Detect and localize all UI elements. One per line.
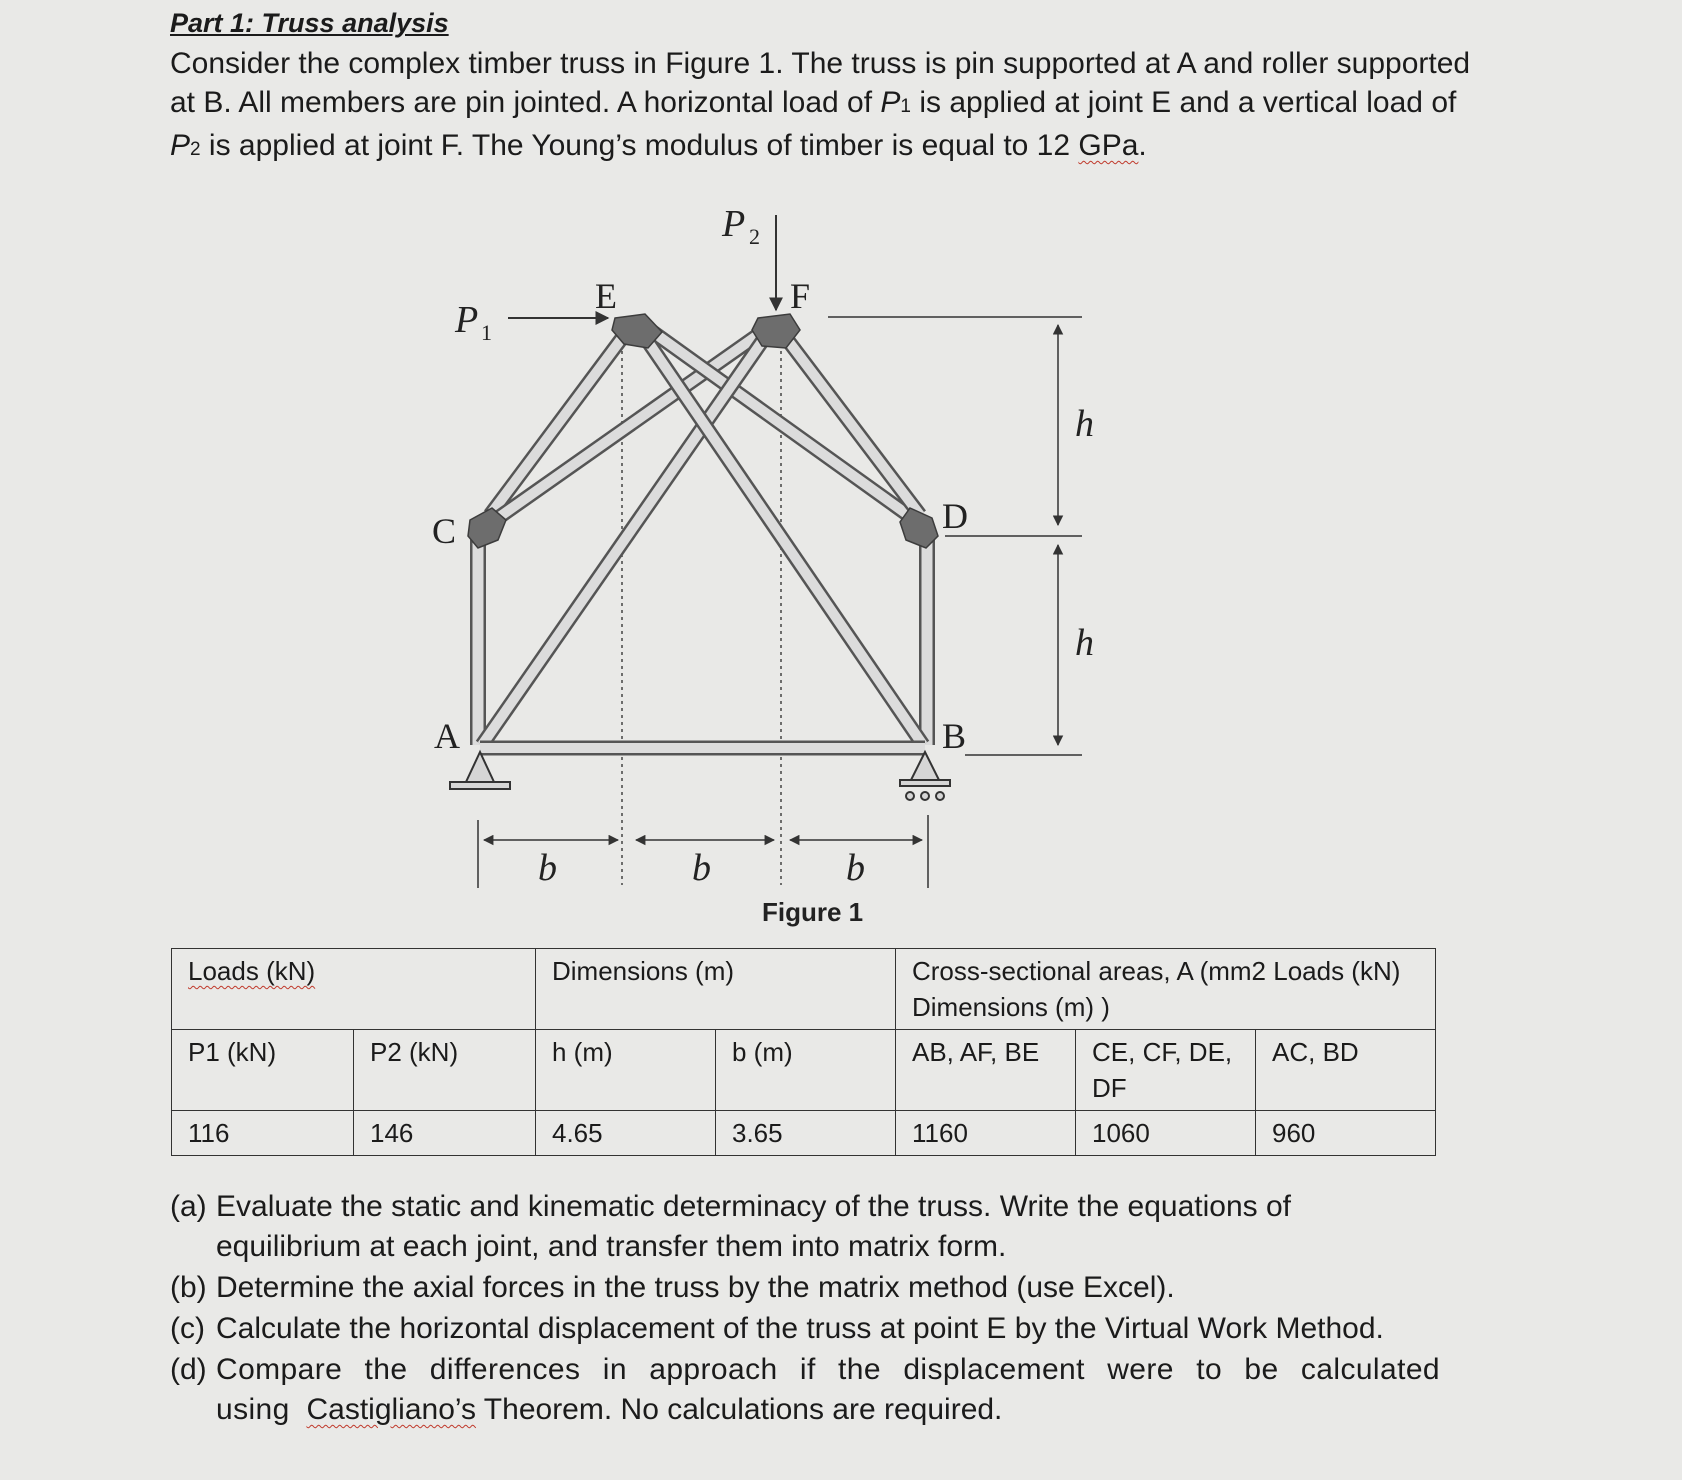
question-d — [170, 1350, 1440, 1430]
load-p1-label: P — [455, 299, 479, 341]
table-cell: AB, AF, BE — [896, 1030, 1076, 1111]
question-text: Evaluate the static and kinematic determinacy of the truss. Write the equations of equilibrium at each joint, and transfer them into matrix form. — [216, 1190, 1292, 1263]
question-tag: (a) — [170, 1190, 207, 1223]
load-p1-arrow — [454, 299, 608, 345]
table-cell: b (m) — [716, 1030, 896, 1111]
load-p2-label: P — [722, 203, 746, 245]
table-cell: 1160 — [896, 1111, 1076, 1156]
figure-caption: Figure 1 — [762, 897, 864, 927]
truss-members — [478, 330, 927, 748]
table-cell: 960 — [1256, 1111, 1436, 1156]
pin-support-a — [450, 752, 510, 789]
question-text: Compare the differences in approach if the displacement were to be calculated using Castigliano’s Theorem. No calculations are required. — [216, 1353, 1440, 1426]
joint-label-f: F — [790, 276, 811, 316]
header-loads: Loads (kN) — [172, 949, 536, 1030]
joint-label-d: D — [942, 496, 968, 536]
question-tag: (b) — [170, 1271, 207, 1304]
parameter-table — [171, 948, 1436, 1156]
dimension-h-upper-label: h — [1075, 403, 1094, 445]
load-p2-subscript: 2 — [749, 224, 760, 249]
load-p2-arrow — [721, 203, 776, 310]
joint-label-e: E — [595, 276, 617, 316]
joint-d-plate — [900, 508, 938, 548]
dimension-b-label-1: b — [538, 847, 557, 889]
section-heading: Part 1: Truss analysis — [170, 8, 449, 38]
table-cell: CE, CF, DE, DF — [1076, 1030, 1256, 1111]
dimension-h — [828, 317, 1082, 755]
question-text: Calculate the horizontal displacement of the truss at point E by the Virtual Work Method. — [216, 1312, 1384, 1345]
table-cell: P1 (kN) — [172, 1030, 354, 1111]
header-areas: Cross-sectional areas, A (mm2 Loads (kN) Dimensions (m) ) — [896, 949, 1436, 1030]
dimension-b-label-2: b — [692, 847, 711, 889]
table-cell: 1060 — [1076, 1111, 1256, 1156]
question-tag: (d) — [170, 1353, 207, 1386]
joint-label-c: C — [432, 511, 457, 551]
table-subheader-row — [172, 1030, 1436, 1111]
dimension-h-lower-label: h — [1075, 622, 1094, 664]
question-text: Determine the axial forces in the truss by the matrix method (use Excel). — [216, 1271, 1175, 1304]
joint-label-a: A — [434, 716, 460, 756]
question-tag: (c) — [170, 1312, 205, 1345]
dimension-b-label-3: b — [846, 847, 865, 889]
intro-line-3: P2 is applied at joint F. The Young’s modulus of timber is equal to 12 GPa. — [170, 129, 1147, 162]
table-cell: 146 — [354, 1111, 536, 1156]
question-b — [170, 1268, 1440, 1308]
table-cell: 4.65 — [536, 1111, 716, 1156]
table-cell: 116 — [172, 1111, 354, 1156]
table-cell: AC, BD — [1256, 1030, 1436, 1111]
load-p1-subscript: 1 — [481, 320, 492, 345]
intro-line-1: Consider the complex timber truss in Figure 1. The truss is pin supported at A and roller supported — [170, 47, 1471, 80]
joint-label-b: B — [942, 716, 967, 756]
roller-support-b — [900, 752, 950, 800]
table-cell: P2 (kN) — [354, 1030, 536, 1111]
question-a — [170, 1187, 1440, 1267]
truss-figure — [0, 190, 1682, 930]
table-values-row — [172, 1111, 1436, 1156]
question-list — [170, 1187, 1440, 1431]
intro-paragraph — [170, 44, 1471, 169]
table-cell: 3.65 — [716, 1111, 896, 1156]
header-dimensions: Dimensions (m) — [536, 949, 896, 1030]
question-c — [170, 1309, 1440, 1349]
intro-line-2: at B. All members are pin jointed. A horizontal load of P1 is applied at joint E and a vertical load of — [170, 86, 1457, 119]
table-cell: h (m) — [536, 1030, 716, 1111]
table-header-row — [172, 949, 1436, 1030]
